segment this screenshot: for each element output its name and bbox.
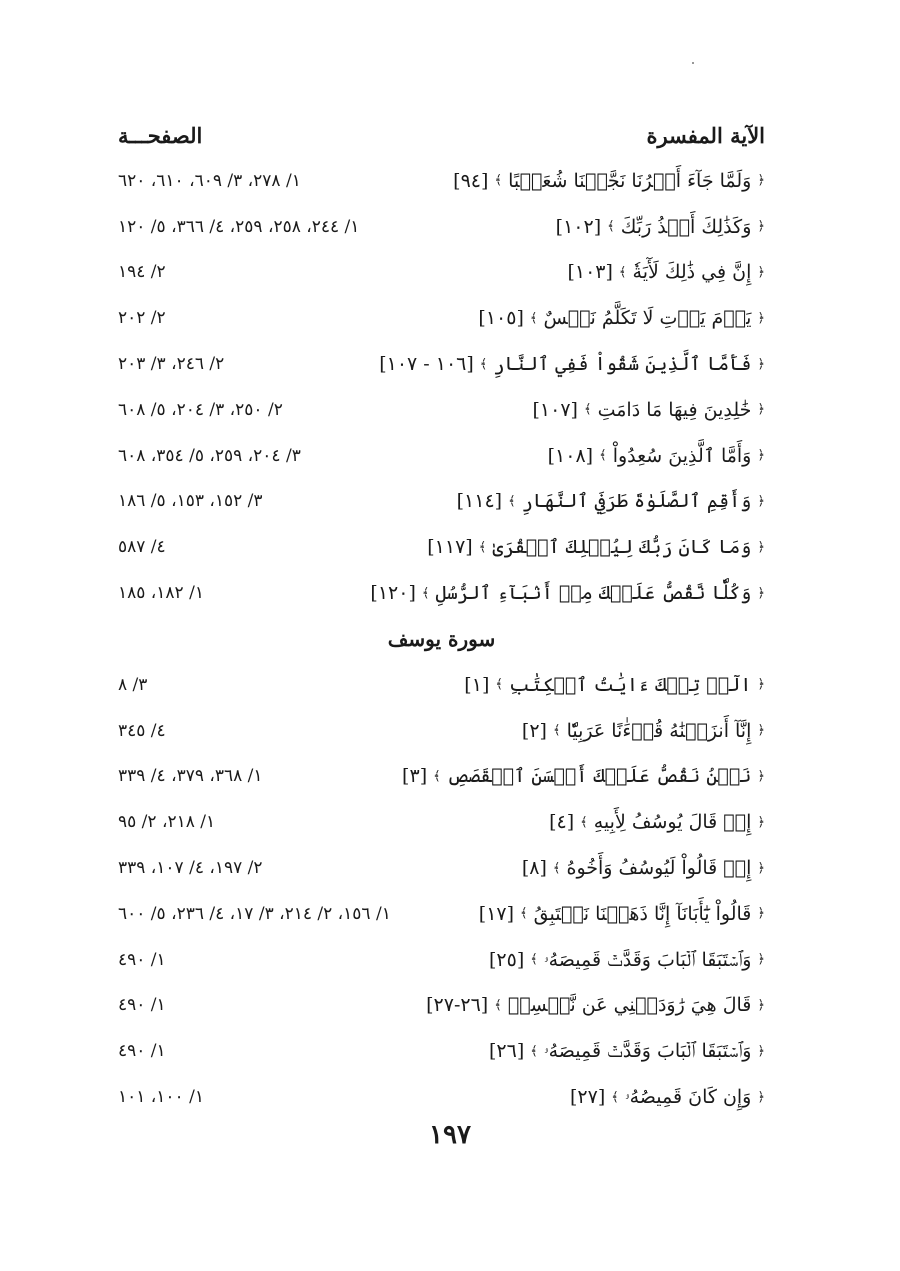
- verse-number: [١١٧]: [427, 536, 473, 559]
- close-bracket-ornament: ﴾: [580, 814, 588, 830]
- verse-number: [٣]: [402, 765, 428, 788]
- index-row: [118, 799, 765, 845]
- verse-text: وَلَمَّا جَآءَ أَمۡرُنَا نَجَّيۡنَا شُعَيۡبًا: [508, 169, 752, 192]
- close-bracket-ornament: ﴾: [583, 402, 592, 418]
- page-reference: ٤/ ٣٤٥: [118, 720, 166, 741]
- close-bracket-ornament: ﴾: [607, 219, 615, 235]
- page-reference: ١/ ٤٩٠: [118, 995, 166, 1016]
- verse-text: إِنَّآ أَنزَلۡنَٰهُ قُرۡءَٰنًا عَرَبِيّٗا: [566, 719, 752, 742]
- index-row: [118, 662, 765, 708]
- verse-number: [٤]: [549, 811, 575, 834]
- open-bracket-ornament: ﴿: [757, 356, 765, 372]
- verse-text: وَكَذَٰلِكَ أَخۡذُ رَبِّكَ: [620, 215, 752, 238]
- index-row: [118, 937, 765, 983]
- verse-text: إِذۡ قَالُواْ لَيُوسُفُ وَأَخُوهُ: [566, 857, 752, 880]
- verse-cell: [478, 307, 765, 329]
- page-reference: ٤/ ٥٨٧: [118, 537, 166, 558]
- verse-cell: [453, 170, 765, 192]
- open-bracket-ornament: ﴿: [757, 310, 765, 326]
- index-row: [118, 570, 765, 616]
- index-row: [118, 845, 765, 891]
- open-bracket-ornament: ﴿: [757, 264, 765, 280]
- verse-cell: [548, 445, 765, 467]
- verse-text: وَكُلّٗا نَّقُصُّ عَلَيۡكَ مِنۡ أَنۢبَآءِ ٱلرُّسُلِ: [435, 582, 752, 605]
- index-row: [118, 250, 765, 296]
- close-bracket-ornament: ﴾: [479, 356, 488, 372]
- verse-column-header: الآية المفسرة: [646, 122, 765, 148]
- page-reference: ١/ ٢٧٨، ٣/ ٦٠٩، ٦١٠، ٦٢٠: [118, 170, 301, 191]
- index-row: [118, 433, 765, 479]
- verse-cell: [457, 490, 765, 512]
- open-bracket-ornament: ﴿: [757, 952, 765, 968]
- verse-text: نَحۡنُ نَقُصُّ عَلَيۡكَ أَحۡسَنَ ٱلۡقَصَصِ: [446, 765, 752, 788]
- page-reference: ١/ ٢١٨، ٢/ ٩٥: [118, 812, 216, 833]
- close-bracket-ornament: ﴾: [433, 768, 441, 784]
- yusuf-rows: [118, 662, 765, 1120]
- verse-cell: [427, 536, 765, 558]
- index-row: [118, 204, 765, 250]
- verse-text: فَأَمَّا ٱلَّذِينَ شَقُواْ فَفِي ٱلنَّارِ: [493, 353, 752, 376]
- verse-number: [١٠٦ - ١٠٧]: [379, 353, 474, 376]
- page-number: ١٩٧: [429, 1120, 471, 1150]
- index-row: [118, 479, 765, 525]
- verse-cell: [549, 811, 765, 833]
- verse-number: [١٧]: [478, 902, 515, 925]
- close-bracket-ornament: ﴾: [529, 310, 538, 326]
- open-bracket-ornament: ﴿: [757, 723, 765, 739]
- verse-cell: [556, 216, 765, 238]
- close-bracket-ornament: ﴾: [552, 860, 561, 876]
- section-title: سورة يوسف: [387, 626, 496, 651]
- page-reference: ١/ ٤٩٠: [118, 1041, 166, 1062]
- page-reference: ٢/ ٢٠٢: [118, 308, 166, 329]
- verse-cell: [370, 582, 765, 604]
- close-bracket-ornament: ﴾: [520, 906, 528, 922]
- close-bracket-ornament: ﴾: [618, 264, 627, 280]
- verse-cell: [426, 994, 765, 1016]
- close-bracket-ornament: ﴾: [552, 723, 561, 739]
- verse-cell: [570, 1086, 765, 1108]
- verse-text: قَالُواْ يَٰٓأَبَانَآ إِنَّا ذَهَبۡنَا نَسۡتَبِقُ: [533, 902, 752, 925]
- open-bracket-ornament: ﴿: [757, 585, 765, 601]
- page-reference: ٣/ ١٥٢، ١٥٣، ٥/ ١٨٦: [118, 491, 263, 512]
- verse-number: [١١٤]: [456, 490, 503, 513]
- index-row: [118, 708, 765, 754]
- verse-cell: [567, 261, 765, 283]
- index-row: [118, 754, 765, 800]
- verse-text: وَٱسۡتَبَقَا ٱلۡبَابَ وَقَدَّتۡ قَمِيصَهُۥ: [543, 1040, 752, 1063]
- close-bracket-ornament: ﴾: [530, 1043, 538, 1059]
- page-reference: ٢/ ١٩٤: [118, 262, 166, 283]
- hud-rows: [118, 158, 765, 616]
- verse-text: وَأَمَّا ٱلَّذِينَ سُعِدُواْ: [612, 444, 752, 467]
- open-bracket-ornament: ﴿: [757, 860, 765, 876]
- page-column-header: الصفحـــة: [118, 122, 203, 148]
- verse-text: إِذۡ قَالَ يُوسُفُ لِأَبِيهِ: [593, 811, 752, 834]
- verse-number: [٢٦-٢٧]: [426, 994, 489, 1017]
- page-reference: ١/ ١٨٢، ١٨٥: [118, 583, 204, 604]
- verse-cell: [489, 949, 765, 971]
- index-row: [118, 295, 765, 341]
- page-reference: ٢/ ٢٥٠، ٣/ ٢٠٤، ٥/ ٦٠٨: [118, 399, 283, 420]
- verse-cell: [522, 720, 765, 742]
- open-bracket-ornament: ﴿: [757, 219, 765, 235]
- verse-text: الٓرۚ تِلۡكَ ءَايَٰتُ ٱلۡكِتَٰبِ: [508, 673, 752, 696]
- open-bracket-ornament: ﴿: [757, 1043, 765, 1059]
- verse-number: [١٢٠]: [370, 582, 416, 605]
- open-bracket-ornament: ﴿: [757, 1089, 765, 1105]
- index-row: [118, 158, 765, 204]
- page-reference: ١/ ٢٤٤، ٢٥٨، ٢٥٩، ٤/ ٣٦٦، ٥/ ١٢٠: [118, 216, 360, 237]
- verse-text: يَوۡمَ يَأۡتِ لَا تَكَلَّمُ نَفۡسٌ: [543, 307, 752, 330]
- verse-number: [١]: [464, 673, 490, 696]
- verse-cell: [464, 674, 765, 696]
- open-bracket-ornament: ﴿: [757, 448, 765, 464]
- verse-number: [١٠٨]: [547, 444, 594, 467]
- index-rows: [118, 158, 765, 1120]
- close-bracket-ornament: ﴾: [494, 173, 503, 189]
- verse-number: [٢٧]: [569, 1086, 606, 1109]
- verse-text: وَٱسۡتَبَقَا ٱلۡبَابَ وَقَدَّتۡ قَمِيصَهُۥ: [543, 948, 752, 971]
- verse-text: وَمَا كَانَ رَبُّكَ لِيُهۡلِكَ ٱلۡقُرَىٰ: [492, 536, 752, 559]
- index-row: [118, 983, 765, 1029]
- page-reference: ١/ ١٠٠، ١٠١: [118, 1087, 204, 1108]
- stray-dot: [692, 62, 694, 64]
- verse-text: إِنَّ فِي ذَٰلِكَ لَأٓيَةٗ: [632, 261, 752, 284]
- index-row: [118, 341, 765, 387]
- verse-cell: [522, 857, 765, 879]
- verse-text: خَٰلِدِينَ فِيهَا مَا دَامَتِ: [597, 398, 752, 421]
- page-reference: ١/ ٣٦٨، ٣٧٩، ٤/ ٣٣٩: [118, 766, 263, 787]
- verse-cell: [479, 903, 765, 925]
- verse-number: [١٠٢]: [555, 215, 602, 238]
- verse-number: [١٠٧]: [532, 398, 578, 421]
- open-bracket-ornament: ﴿: [757, 768, 765, 784]
- verse-number: [١٠٥]: [478, 307, 524, 330]
- open-bracket-ornament: ﴿: [757, 402, 765, 418]
- page-reference: ٢/ ٢٤٦، ٣/ ٢٠٣: [118, 354, 225, 375]
- open-bracket-ornament: ﴿: [757, 814, 765, 830]
- close-bracket-ornament: ﴾: [611, 1089, 619, 1105]
- verse-number: [٢٥]: [488, 948, 525, 971]
- verse-cell: [533, 399, 766, 421]
- open-bracket-ornament: ﴿: [757, 906, 765, 922]
- verse-number: [٢٦]: [488, 1040, 525, 1063]
- page-reference: ٣/ ٨: [118, 674, 148, 695]
- open-bracket-ornament: ﴿: [757, 677, 765, 693]
- close-bracket-ornament: ﴾: [495, 677, 503, 693]
- open-bracket-ornament: ﴿: [757, 493, 765, 509]
- verse-number: [١٠٣]: [567, 261, 613, 284]
- page-reference: ١/ ٤٩٠: [118, 949, 166, 970]
- index-row: [118, 387, 765, 433]
- open-bracket-ornament: ﴿: [757, 539, 765, 555]
- index-row: [118, 1074, 765, 1120]
- verse-number: [٢]: [521, 719, 547, 742]
- close-bracket-ornament: ﴾: [478, 539, 487, 555]
- close-bracket-ornament: ﴾: [421, 585, 430, 601]
- verse-text: وَأَقِمِ ٱلصَّلَوٰةَ طَرَفَيِ ٱلنَّهَارِ: [521, 490, 752, 513]
- open-bracket-ornament: ﴿: [757, 173, 765, 189]
- page-reference: ٣/ ٢٠٤، ٢٥٩، ٥/ ٣٥٤، ٦٠٨: [118, 445, 301, 466]
- verse-text: وَإِن كَانَ قَمِيصُهُۥ: [624, 1086, 752, 1109]
- index-row: [118, 1028, 765, 1074]
- verse-cell: [402, 765, 765, 787]
- column-headers: [118, 115, 765, 155]
- index-row: [118, 524, 765, 570]
- close-bracket-ornament: ﴾: [530, 952, 538, 968]
- verse-cell: [489, 1040, 765, 1062]
- close-bracket-ornament: ﴾: [508, 493, 516, 509]
- open-bracket-ornament: ﴿: [757, 997, 765, 1013]
- verse-number: [٩٤]: [453, 169, 489, 192]
- verse-text: قَالَ هِيَ رَٰوَدَتۡنِي عَن نَّفۡسِيۚ: [507, 994, 752, 1017]
- close-bracket-ornament: ﴾: [494, 997, 502, 1013]
- verse-cell: [379, 353, 765, 375]
- page-reference: ٢/ ١٩٧، ٤/ ١٠٧، ٣٣٩: [118, 858, 263, 879]
- close-bracket-ornament: ﴾: [599, 448, 607, 464]
- verse-number: [٨]: [521, 857, 547, 880]
- index-row: [118, 891, 765, 937]
- page-reference: ١/ ١٥٦، ٢/ ٢١٤، ٣/ ١٧، ٤/ ٢٣٦، ٥/ ٦٠٠: [118, 903, 391, 924]
